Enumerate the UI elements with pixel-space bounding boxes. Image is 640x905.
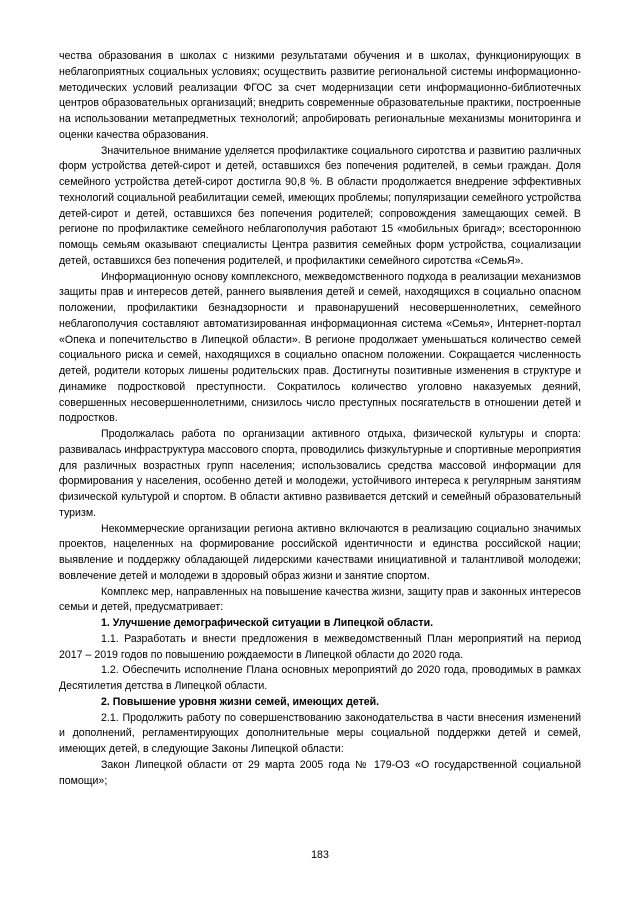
paragraph-item-1-2: 1.2. Обеспечить исполнение Плана основных мероприятий до 2020 года, проводимых в рамках Десятилетия детства в Липецкой области.	[59, 664, 581, 692]
paragraph-item-1-1: 1.1. Разработать и внести предложения в межведомственный План мероприятий на период 2017 – 2019 годов по повышению рождаемости в Липецкой области до 2020 года.	[59, 632, 581, 661]
heading-living-standards: 2. Повышение уровня жизни семей, имеющих детей.	[101, 695, 380, 708]
paragraph-nonprofit-organizations: Некоммерческие организации региона активно включаются в реализацию социально значимых проектов, нацеленных на формирование российской идентичности и единства российской нации; выявление и поддержку обладающей лидерскими качествами инициативной и талантливой молодежи; вовлечение детей и молодежи в здоровый образ жизни и занятие спортом.	[59, 522, 581, 582]
paragraph-orphan-prevention: Значительное внимание уделяется профилактике социального сиротства и развитию различных форм устройства детей-сирот и детей, оставшихся без попечения родителей, в семьи граждан. Доля семейного устройства детей-сирот достигла 90,8 %. В области продолжается внедрение эффективных технологий социальной реабилитации семей, имеющих проблемы; популяризации семейного устройства детей-сирот и детей, оставшихся без попечения родителей; сопровождения замещающих семей. В регионе по профилактике семейного неблагополучия работают 15 «мобильных бригад»; всестороннюю помощь семьям оказывают специалисты Центра развития семейных форм устройства, социализации детей, оставшихся без попечения родителей, и профилактики семейного сиротства «СемьЯ».	[59, 144, 581, 267]
paragraph-sports-recreation: Продолжалась работа по организации активного отдыха, физической культуры и спорта: развивалась инфраструктура массового спорта, проводились физкультурные и спортивные мероприятия для различных возрастных групп населения; использовались средства массовой информации для формирования у населения, особенно детей и молодежи, устойчивого интереса к регулярным занятиям физической культурой и спортом. В области активно развивается детский и семейный образовательный туризм.	[59, 428, 581, 519]
paragraph-education-quality: чества образования в школах с низкими результатами обучения и в школах, функционирующих в неблагоприятных социальных условиях; осуществить развитие региональной системы информационно-методических условий реализации ФГОС за счет модернизации сети информационно-библиотечных центров образовательных организаций; внедрить современные образовательные практики, построенные на использовании метапредметных технологий; апробировать региональные механизмы мониторинга и оценки качества образования.	[59, 50, 581, 141]
page-number: 183	[311, 849, 329, 861]
paragraph-measures-intro: Комплекс мер, направленных на повышение качества жизни, защиту прав и законных интересов семьи и детей, предусматривает:	[59, 585, 581, 614]
document-page	[59, 49, 581, 789]
paragraph-item-2-1: 2.1. Продолжить работу по совершенствованию законодательства в части внесения изменений и дополнений, регламентирующих дополнительные меры социальной поддержки детей и семей, имеющих детей, в следующие Законы Липецкой области:	[59, 711, 581, 755]
paragraph-information-basis: Информационную основу комплексного, межведомственного подхода в реализации механизмов защиты прав и интересов детей, раннего выявления детей и семей, находящихся в социально опасном положении, профилактики безнадзорности и правонарушений несовершеннолетних, семейного неблагополучия составляют автоматизированная информационная система «Семья», Интернет-портал «Опека и попечительство в Липецкой области». В регионе продолжает уменьшаться количество семей социального риска и семей, находящихся в социально опасном положении. Сокращается численность детей, родители которых лишены родительских прав. Достигнуты позитивные изменения в структуре и динамике подростковой преступности. Сократилось количество уголовно наказуемых деяний, совершенных несовершеннолетними, снизилось число преступных посягательств в отношении детей и подростков.	[59, 270, 581, 425]
heading-demographic-situation: 1. Улучшение демографической ситуации в Липецкой области.	[101, 617, 434, 629]
paragraph-law-reference: Закон Липецкой области от 29 марта 2005 года № 179-ОЗ «О государственной социальной помощи»;	[59, 758, 581, 787]
